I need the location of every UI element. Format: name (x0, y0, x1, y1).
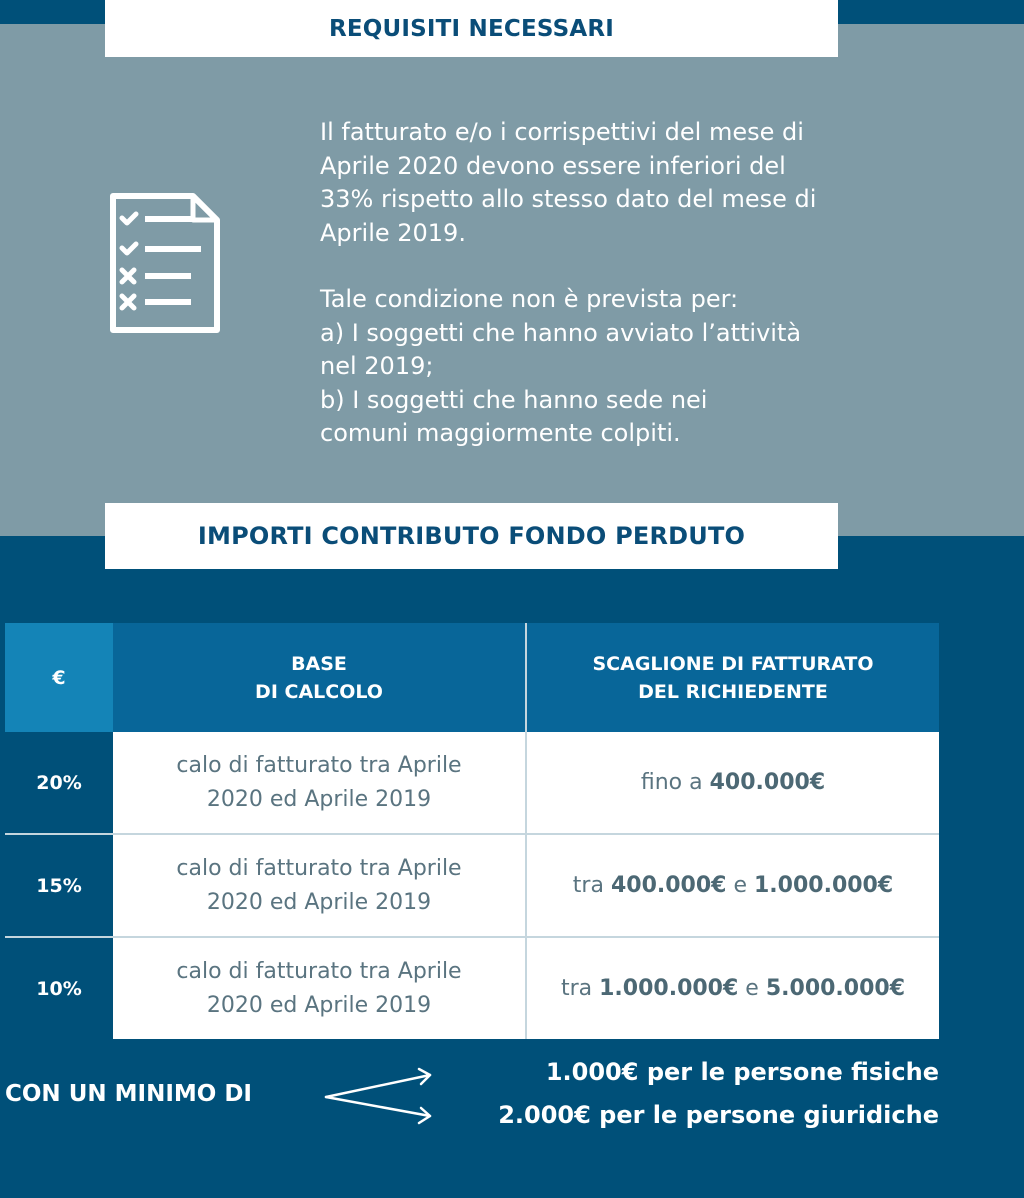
base-line1: calo di fatturato tra Aprile (176, 958, 462, 984)
table-header-row (5, 623, 939, 732)
table-row (5, 937, 939, 1039)
minimum-legal-persons: 2.000€ per le persone giuridiche (498, 1101, 939, 1129)
bracket-mid: e (738, 975, 766, 1001)
base-column-header (113, 623, 526, 732)
req-line: 33% rispetto allo stesso dato del mese di (320, 185, 817, 213)
base-header-line1: BASE (291, 652, 347, 675)
bracket-prefix: fino a (640, 769, 710, 795)
req-line: comuni maggiormente colpiti. (320, 419, 681, 447)
req-line: a) I soggetti che hanno avviato l’attività (320, 318, 802, 347)
bracket-prefix: tra (560, 975, 600, 1001)
requirements-title-text: REQUISITI NECESSARI (328, 15, 615, 42)
bracket-amount: 1.000.000€ (599, 975, 739, 1001)
table-row (5, 834, 939, 937)
euro-header-text: € (52, 666, 66, 689)
bracket-column-header (526, 623, 939, 732)
bracket-header-line1: SCAGLIONE DI FATTURATO (592, 652, 874, 675)
euro-column-header (5, 623, 113, 732)
base-line1: calo di fatturato tra Aprile (176, 855, 462, 881)
amounts-title (105, 503, 838, 569)
bracket-prefix: tra (572, 872, 611, 898)
percent-cell: 10% (5, 937, 113, 1039)
table-row (5, 732, 939, 834)
percent-cell: 20% (5, 732, 113, 834)
paragraph-gap (320, 250, 920, 283)
req-line: Il fatturato e/o i corrispettivi del mese di (320, 118, 804, 146)
base-line2: 2020 ed Aprile 2019 (206, 786, 432, 812)
req-line: b) I soggetti che hanno sede nei (320, 385, 708, 414)
base-header-line2: DI CALCOLO (255, 680, 383, 703)
base-cell (113, 732, 526, 834)
bracket-amount: 400.000€ (709, 769, 826, 795)
requirements-title (105, 0, 838, 57)
split-arrows-icon (322, 1064, 436, 1128)
requirements-text (320, 116, 920, 451)
amounts-title-text: IMPORTI CONTRIBUTO FONDO PERDUTO (197, 522, 746, 550)
checklist-document-icon (107, 192, 221, 336)
req-line: Aprile 2019. (320, 218, 466, 247)
amounts-table (5, 623, 939, 1039)
bracket-cell (526, 732, 939, 834)
bracket-cell (526, 834, 939, 937)
minimum-label: CON UN MINIMO DI (5, 1081, 252, 1107)
base-cell (113, 834, 526, 937)
bracket-mid: e (726, 872, 754, 898)
bracket-cell (526, 937, 939, 1039)
base-line2: 2020 ed Aprile 2019 (206, 889, 432, 915)
base-cell (113, 937, 526, 1039)
bracket-amount: 5.000.000€ (765, 975, 906, 1001)
bracket-amount: 400.000€ (610, 872, 727, 898)
percent-cell: 15% (5, 834, 113, 937)
req-line: nel 2019; (320, 352, 434, 380)
base-line2: 2020 ed Aprile 2019 (206, 992, 432, 1018)
req-line: Aprile 2020 devono essere inferiori del (320, 151, 786, 180)
base-line1: calo di fatturato tra Aprile (176, 752, 462, 778)
bracket-header-line2: DEL RICHIEDENTE (638, 680, 828, 703)
req-line: Tale condizione non è prevista per: (320, 285, 739, 313)
bracket-amount: 1.000.000€ (754, 872, 894, 898)
minimum-natural-persons: 1.000€ per le persone fisiche (545, 1058, 939, 1086)
